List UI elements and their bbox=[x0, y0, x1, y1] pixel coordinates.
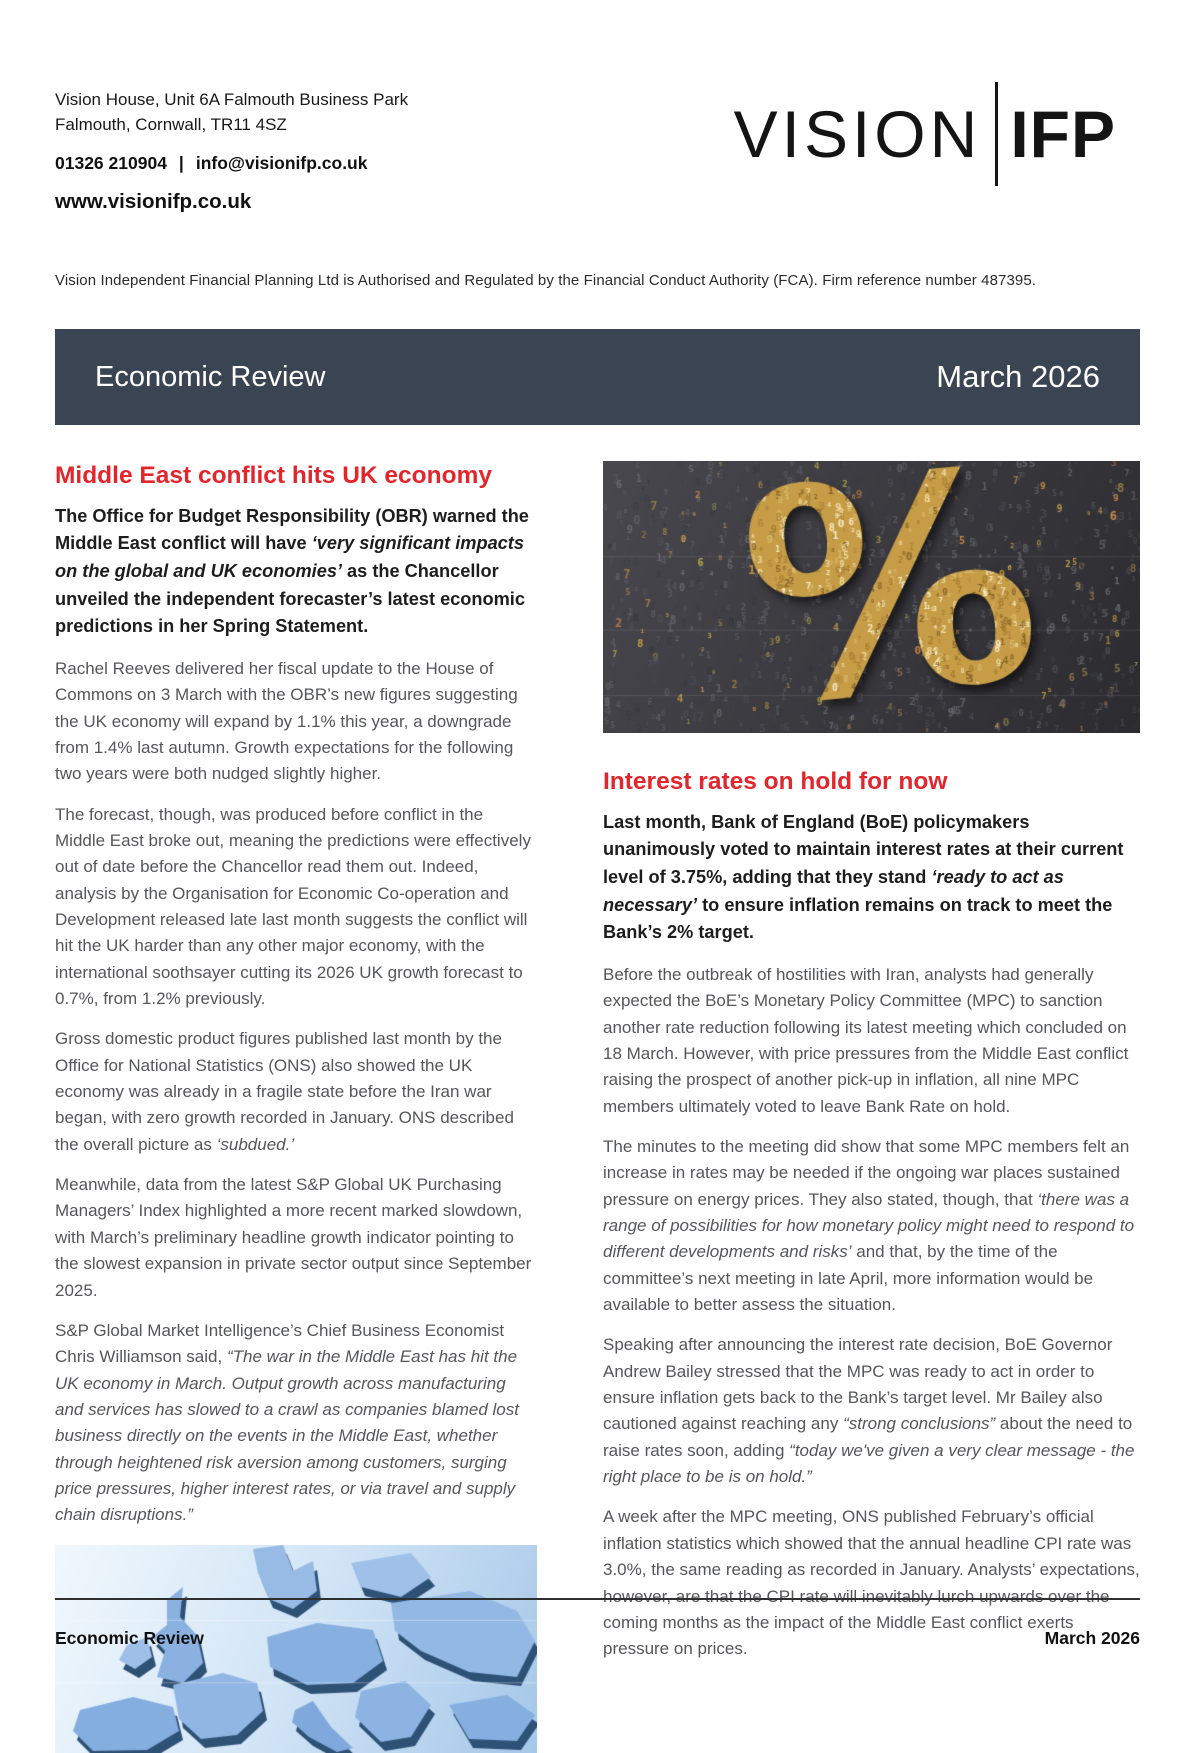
email-address: info@visionifp.co.uk bbox=[195, 153, 368, 174]
paragraph: Speaking after announcing the interest rate decision, BoE Governor Andrew Bailey stressed that the MPC was ready to act in order to ensure inflation gets back to the Bank’s target level. Mr Bailey also cautioned against reaching any “strong conclusions” about the need to raise rates soon, adding “today we've given a very clear message - the right place to be is on hold.” bbox=[603, 1335, 1135, 1487]
address-line-1: Vision House, Unit 6A Falmouth Business Park bbox=[55, 90, 409, 109]
page-header bbox=[55, 88, 1140, 214]
vision-ifp-logo bbox=[734, 82, 1116, 186]
title-banner bbox=[55, 329, 1140, 425]
phone-number: 01326 210904 bbox=[55, 153, 167, 174]
address-line-2: Falmouth, Cornwall, TR11 4SZ bbox=[55, 114, 287, 134]
logo-text-ifp: IFP bbox=[1010, 97, 1116, 171]
website-url: www.visionifp.co.uk bbox=[55, 190, 252, 214]
logo-divider-bar bbox=[995, 82, 998, 186]
separator: | bbox=[178, 153, 184, 174]
paragraph: Gross domestic product figures published last month by the Office for National Statistics (ONS) also showed the UK economy was already in a fragile state before the Iran war began, with zero growth recorded in January. ONS described the overall picture as ‘subdued.’ bbox=[55, 1029, 514, 1154]
banner-date: March 2026 bbox=[936, 359, 1100, 395]
footer-title: Economic Review bbox=[55, 1628, 204, 1648]
paragraph: S&P Global Market Intelligence’s Chief Business Economist Chris Williamson said, “The war in the Middle East has hit the UK economy in March. Output growth across manufacturing and services has slowed to a crawl as companies blamed lost business directly on the events in the Middle East, whether through heightened risk aversion among customers, surging price pressures, higher interest rates, or via travel and supply chain disruptions.” bbox=[55, 1320, 519, 1525]
page-footer bbox=[55, 1598, 1140, 1649]
paragraph: The minutes to the meeting did show that some MPC members felt an increase in rates may be needed if the ongoing war places sustained pressure on energy prices. They also stated, though, that ‘there was a range of possibilities for how monetary policy might need to respond to different developments and risks’ and that, by the time of the committee’s next meeting in late April, more information would be available to better assess the situation. bbox=[603, 1137, 1135, 1315]
logo-text-vision: VISION bbox=[733, 97, 982, 171]
footer-date: March 2026 bbox=[1044, 1628, 1140, 1648]
article-lead-right: Last month, Bank of England (BoE) policymakers unanimously voted to maintain interest rates at their current level of 3.75%, adding that they stand ‘ready to act as necessary’ to ensure inflation remains on track to meet the Bank’s 2% target. bbox=[603, 811, 1124, 943]
right-column bbox=[603, 455, 1140, 1752]
paragraph: The forecast, though, was produced before conflict in the Middle East broke out, meaning the predictions were effectively out of date before the Chancellor read them out. Indeed, analysis by the Organisation for Economic Co-operation and Development released late last month suggests the conflict will hit the UK harder than any other major economy, with the international soothsayer cutting its 2026 UK growth forecast to 0.7%, from 1.2% previously. bbox=[55, 804, 531, 1009]
regulatory-notice: Vision Independent Financial Planning Ltd is Authorised and Regulated by the Financial Conduct Authority (FCA). Firm reference number 487395. bbox=[55, 272, 1037, 290]
paragraph: Meanwhile, data from the latest S&P Global UK Purchasing Managers’ Index highlighted a more recent marked slowdown, with March’s preliminary headline growth indicator pointing to the slowest expansion in private sector output since September 2025. bbox=[55, 1175, 532, 1300]
article-heading-left: Middle East conflict hits UK economy bbox=[55, 462, 492, 490]
paragraph: A week after the MPC meeting, ONS published February’s official inflation statistics which showed that the annual headline CPI rate was 3.0%, the same reading as recorded in January. Analysts’ expectations, however, are that the CPI rate will inevitably lurch upwards over the coming months as the impact of the Middle East conflict exerts pressure on prices. bbox=[603, 1507, 1140, 1659]
contact-block bbox=[55, 88, 408, 214]
article-lead-left: The Office for Budget Responsibility (OBR) warned the Middle East conflict will have ‘very significant impacts on the global and UK economies’ as the Chancellor unveiled the independent forecaster’s latest economic predictions in her Spring Statement. bbox=[55, 505, 529, 637]
paragraph: Before the outbreak of hostilities with Iran, analysts had generally expected the BoE’s Monetary Policy Committee (MPC) to sanction another rate reduction following its latest meeting which concluded on 18 March. However, with price pressures from the Middle East conflict raising the prospect of another pick-up in inflation, all nine MPC members ultimately voted to leave Bank Rate on hold. bbox=[603, 964, 1129, 1116]
main-content bbox=[55, 455, 1140, 1752]
phone-email-line bbox=[55, 153, 408, 174]
percent-sign-photo bbox=[603, 461, 1140, 733]
paragraph: Rachel Reeves delivered her fiscal update to the House of Commons on 3 March with the OBR’s new figures suggesting the UK economy will expand by 1.1% this year, a downgrade from 1.4% last autumn. Growth expectations for the following two years were both nudged slightly higher. bbox=[55, 658, 518, 784]
left-column bbox=[55, 455, 537, 1752]
banner-title: Economic Review bbox=[95, 360, 326, 393]
article-heading-right: Interest rates on hold for now bbox=[603, 768, 948, 796]
